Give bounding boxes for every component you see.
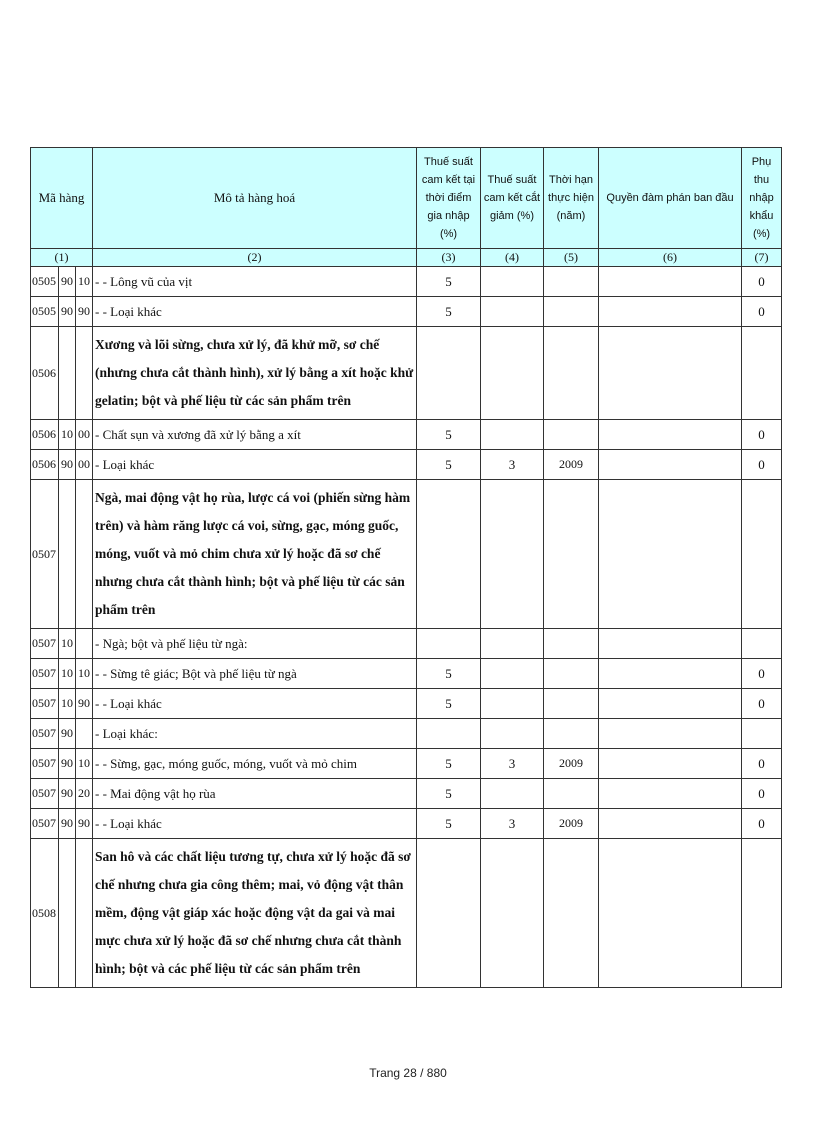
negotiation-right: [599, 839, 742, 988]
code-chapter: 0507: [31, 809, 59, 839]
rate-commitment: [417, 719, 481, 749]
code-item: 90: [76, 689, 93, 719]
rate-commitment: 5: [417, 779, 481, 809]
import-surcharge: 0: [742, 297, 782, 327]
col-number: (5): [544, 249, 599, 267]
header-mo-ta: Mô tả hàng hoá: [93, 148, 417, 249]
table-row: [31, 629, 782, 659]
rate-reduced: 3: [481, 749, 544, 779]
header-thue-suat-cam-ket: Thuế suất cam kết tại thời điểm gia nhập (%): [417, 148, 481, 249]
implementation-year: [544, 689, 599, 719]
implementation-year: [544, 297, 599, 327]
rate-reduced: [481, 480, 544, 629]
header-thue-suat-cat-giam: Thuế suất cam kết cắt giảm (%): [481, 148, 544, 249]
table-row: [31, 267, 782, 297]
negotiation-right: [599, 809, 742, 839]
rate-commitment: 5: [417, 450, 481, 480]
code-sub: 90: [59, 450, 76, 480]
import-surcharge: 0: [742, 809, 782, 839]
negotiation-right: [599, 689, 742, 719]
import-surcharge: 0: [742, 267, 782, 297]
rate-commitment: 5: [417, 267, 481, 297]
description: - - Loại khác: [93, 297, 417, 327]
table-row: [31, 719, 782, 749]
rate-reduced: [481, 659, 544, 689]
header-ma-hang: Mã hàng: [31, 148, 93, 249]
table-body: [31, 267, 782, 988]
rate-commitment: [417, 480, 481, 629]
code-sub: [59, 839, 76, 988]
description: - - Mai động vật họ rùa: [93, 779, 417, 809]
negotiation-right: [599, 297, 742, 327]
description: - - Loại khác: [93, 689, 417, 719]
code-chapter: 0506: [31, 450, 59, 480]
description: - Chất sụn và xương đã xử lý bằng a xít: [93, 420, 417, 450]
negotiation-right: [599, 450, 742, 480]
code-sub: 90: [59, 779, 76, 809]
table-row: [31, 450, 782, 480]
import-surcharge: 0: [742, 450, 782, 480]
implementation-year: 2009: [544, 809, 599, 839]
code-item: 00: [76, 420, 93, 450]
header-quyen-dam-phan: Quyền đàm phán ban đầu: [599, 148, 742, 249]
table-row: [31, 749, 782, 779]
code-chapter: 0508: [31, 839, 59, 988]
negotiation-right: [599, 420, 742, 450]
negotiation-right: [599, 749, 742, 779]
table-row: [31, 480, 782, 629]
description: Xương và lõi sừng, chưa xử lý, đã khử mỡ, sơ chế (nhưng chưa cắt thành hình), xử lý bằng a xít hoặc khử gelatin; bột và phế liệu từ các sản phẩm trên: [93, 327, 417, 420]
description: Ngà, mai động vật họ rùa, lược cá voi (phiến sừng hàm trên) và hàm răng lược cá voi, sừng, gạc, móng guốc, móng, vuốt và mỏ chim chưa xử lý hoặc đã sơ chế nhưng chưa cắt thành hình; bột và phế liệu từ các sản phẩm trên: [93, 480, 417, 629]
code-item: [76, 629, 93, 659]
description: - Ngà; bột và phế liệu từ ngà:: [93, 629, 417, 659]
table-row: [31, 659, 782, 689]
rate-commitment: [417, 629, 481, 659]
code-chapter: 0505: [31, 267, 59, 297]
negotiation-right: [599, 480, 742, 629]
implementation-year: [544, 779, 599, 809]
rate-reduced: 3: [481, 809, 544, 839]
code-sub: 10: [59, 659, 76, 689]
negotiation-right: [599, 267, 742, 297]
col-number: (4): [481, 249, 544, 267]
import-surcharge: [742, 719, 782, 749]
code-chapter: 0506: [31, 420, 59, 450]
code-sub: [59, 327, 76, 420]
rate-reduced: [481, 420, 544, 450]
rate-reduced: 3: [481, 450, 544, 480]
page-number: Trang 28 / 880: [369, 1066, 447, 1080]
code-item: 10: [76, 267, 93, 297]
code-item: 90: [76, 297, 93, 327]
rate-reduced: [481, 839, 544, 988]
col-number: (3): [417, 249, 481, 267]
code-item: [76, 839, 93, 988]
rate-reduced: [481, 719, 544, 749]
rate-commitment: 5: [417, 689, 481, 719]
import-surcharge: 0: [742, 779, 782, 809]
code-sub: 10: [59, 689, 76, 719]
code-chapter: 0507: [31, 629, 59, 659]
code-sub: 90: [59, 719, 76, 749]
code-item: 00: [76, 450, 93, 480]
rate-reduced: [481, 327, 544, 420]
code-item: [76, 327, 93, 420]
col-number: (1): [31, 249, 93, 267]
import-surcharge: [742, 839, 782, 988]
code-sub: 10: [59, 629, 76, 659]
negotiation-right: [599, 629, 742, 659]
tariff-table: [30, 147, 782, 988]
code-chapter: 0507: [31, 659, 59, 689]
header-thoi-han: Thời hạn thực hiện (năm): [544, 148, 599, 249]
rate-reduced: [481, 267, 544, 297]
negotiation-right: [599, 779, 742, 809]
code-sub: 90: [59, 297, 76, 327]
code-item: 10: [76, 659, 93, 689]
code-item: 20: [76, 779, 93, 809]
table-row: [31, 689, 782, 719]
implementation-year: [544, 267, 599, 297]
implementation-year: [544, 629, 599, 659]
rate-commitment: 5: [417, 749, 481, 779]
rate-reduced: [481, 297, 544, 327]
description: - - Loại khác: [93, 809, 417, 839]
code-sub: 90: [59, 809, 76, 839]
rate-reduced: [481, 689, 544, 719]
rate-commitment: [417, 839, 481, 988]
implementation-year: [544, 839, 599, 988]
rate-commitment: 5: [417, 420, 481, 450]
table-row: [31, 297, 782, 327]
code-chapter: 0507: [31, 719, 59, 749]
import-surcharge: [742, 327, 782, 420]
implementation-year: [544, 480, 599, 629]
code-item: [76, 480, 93, 629]
code-chapter: 0507: [31, 480, 59, 629]
code-sub: 90: [59, 749, 76, 779]
description: - - Sừng, gạc, móng guốc, móng, vuốt và mỏ chim: [93, 749, 417, 779]
code-chapter: 0507: [31, 749, 59, 779]
rate-reduced: [481, 629, 544, 659]
code-sub: 10: [59, 420, 76, 450]
rate-reduced: [481, 779, 544, 809]
import-surcharge: 0: [742, 659, 782, 689]
import-surcharge: 0: [742, 689, 782, 719]
code-chapter: 0506: [31, 327, 59, 420]
code-item: 10: [76, 749, 93, 779]
description: - Loại khác: [93, 450, 417, 480]
description: - - Sừng tê giác; Bột và phế liệu từ ngà: [93, 659, 417, 689]
negotiation-right: [599, 659, 742, 689]
description: - Loại khác:: [93, 719, 417, 749]
col-number: (7): [742, 249, 782, 267]
implementation-year: [544, 420, 599, 450]
header-phu-thu: Phụ thu nhập khẩu (%): [742, 148, 782, 249]
table-row: [31, 327, 782, 420]
implementation-year: 2009: [544, 450, 599, 480]
negotiation-right: [599, 719, 742, 749]
rate-commitment: 5: [417, 809, 481, 839]
rate-commitment: 5: [417, 297, 481, 327]
implementation-year: 2009: [544, 749, 599, 779]
implementation-year: [544, 659, 599, 689]
code-chapter: 0507: [31, 779, 59, 809]
implementation-year: [544, 327, 599, 420]
rate-commitment: [417, 327, 481, 420]
rate-commitment: 5: [417, 659, 481, 689]
col-number: (2): [93, 249, 417, 267]
import-surcharge: [742, 480, 782, 629]
import-surcharge: [742, 629, 782, 659]
table-row: [31, 779, 782, 809]
implementation-year: [544, 719, 599, 749]
col-number: (6): [599, 249, 742, 267]
code-chapter: 0507: [31, 689, 59, 719]
code-sub: 90: [59, 267, 76, 297]
code-chapter: 0505: [31, 297, 59, 327]
table-row: [31, 809, 782, 839]
import-surcharge: 0: [742, 420, 782, 450]
code-item: [76, 719, 93, 749]
code-sub: [59, 480, 76, 629]
negotiation-right: [599, 327, 742, 420]
table-row: [31, 420, 782, 450]
import-surcharge: 0: [742, 749, 782, 779]
code-item: 90: [76, 809, 93, 839]
table-row: [31, 839, 782, 988]
description: - - Lông vũ của vịt: [93, 267, 417, 297]
description: San hô và các chất liệu tương tự, chưa xử lý hoặc đã sơ chế nhưng chưa gia công thêm; mai, vỏ động vật thân mềm, động vật giáp xác hoặc động vật da gai và mai mực chưa xử lý hoặc đã sơ chế nhưng chưa cắt thành hình; bột và các phế liệu từ các sản phẩm trên: [93, 839, 417, 988]
